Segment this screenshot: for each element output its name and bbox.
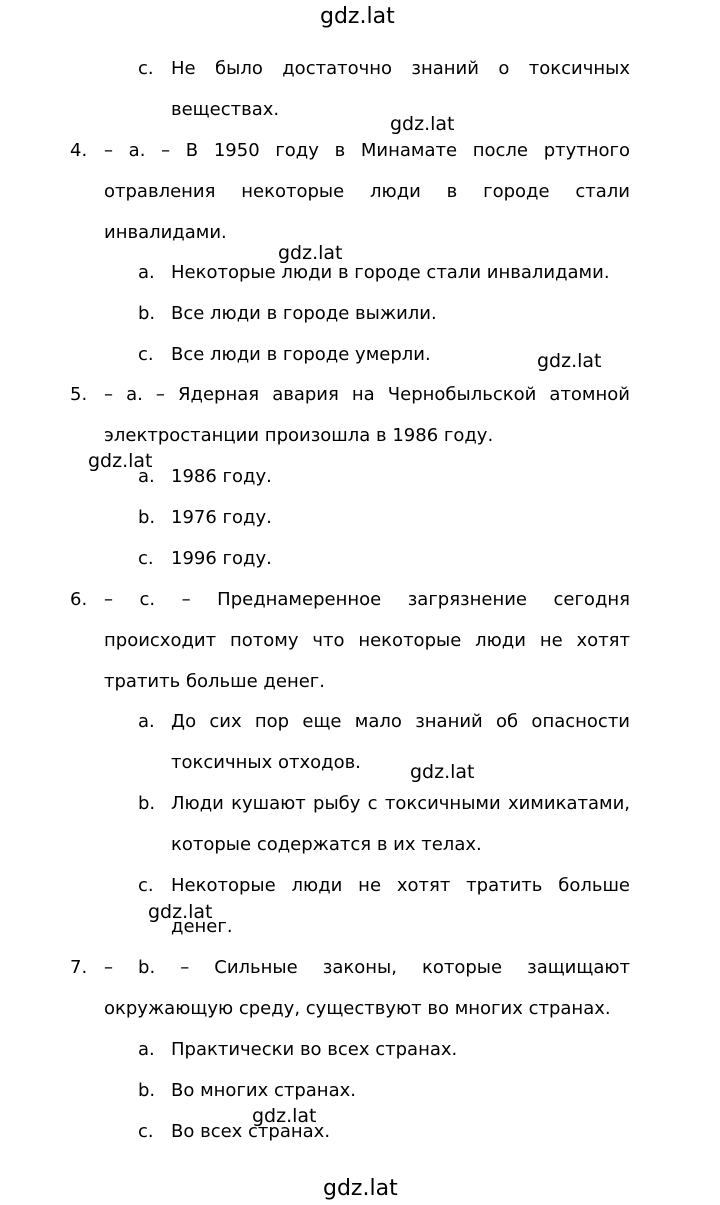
item-number: 4. xyxy=(70,140,88,161)
option-text: которые содержатся в их телах. xyxy=(171,834,482,855)
option-text: 1986 году. xyxy=(171,466,272,487)
option-text: Некоторые люди в городе стали инвалидами. xyxy=(171,262,610,283)
option-letter: b. xyxy=(138,793,156,814)
option-letter: c. xyxy=(138,1121,154,1142)
option-text: До сих пор еще мало знаний об опасности xyxy=(171,711,630,732)
watermark: gdz.lat xyxy=(323,1176,398,1201)
item-number: 5. xyxy=(70,384,88,405)
watermark: gdz.lat xyxy=(390,113,455,135)
option-letter: a. xyxy=(138,466,155,487)
option-letter: c. xyxy=(138,875,154,896)
item-text: электростанции произошла в 1986 году. xyxy=(104,425,494,446)
item-number: 7. xyxy=(70,957,88,978)
item-text: происходит потому что некоторые люди не хотят xyxy=(104,630,630,651)
option-text: токсичных отходов. xyxy=(171,752,361,773)
watermark: gdz.lat xyxy=(252,1105,317,1127)
option-letter: b. xyxy=(138,507,156,528)
option-letter: c. xyxy=(138,344,154,365)
option-letter: a. xyxy=(138,262,155,283)
option-text: Все люди в городе выжили. xyxy=(171,303,437,324)
option-text: Во всех странах. xyxy=(171,1121,331,1142)
option-letter: b. xyxy=(138,1080,156,1101)
option-text: 1996 году. xyxy=(171,548,272,569)
item-text: тратить больше денег. xyxy=(104,671,325,692)
option-letter: c. xyxy=(138,58,154,79)
option-text: Практически во всех странах. xyxy=(171,1039,458,1060)
item-text: – a. – В 1950 году в Минамате после ртутного xyxy=(104,140,630,161)
watermark: gdz.lat xyxy=(320,4,395,29)
item-number: 6. xyxy=(70,589,88,610)
option-text: Все люди в городе умерли. xyxy=(171,344,431,365)
item-text: отравления некоторые люди в городе стали xyxy=(104,181,630,202)
option-text: Некоторые люди не хотят тратить больше xyxy=(171,875,630,896)
item-text: – b. – Сильные законы, которые защищают xyxy=(104,957,630,978)
watermark: gdz.lat xyxy=(537,350,602,372)
watermark: gdz.lat xyxy=(88,450,153,472)
option-letter: a. xyxy=(138,711,155,732)
option-letter: c. xyxy=(138,548,154,569)
item-text: – c. – Преднамеренное загрязнение сегодня xyxy=(104,589,630,610)
option-text: Не было достаточно знаний о токсичных xyxy=(171,58,630,79)
option-text: денег. xyxy=(171,916,233,937)
option-text: веществах. xyxy=(171,99,280,120)
watermark: gdz.lat xyxy=(148,901,213,923)
option-letter: a. xyxy=(138,1039,155,1060)
item-text: инвалидами. xyxy=(104,222,227,243)
watermark: gdz.lat xyxy=(278,242,343,264)
option-letter: b. xyxy=(138,303,156,324)
option-text: Во многих странах. xyxy=(171,1080,356,1101)
item-text: окружающую среду, существуют во многих странах. xyxy=(104,998,611,1019)
option-text: Люди кушают рыбу с токсичными химикатами, xyxy=(171,793,630,814)
option-text: 1976 году. xyxy=(171,507,272,528)
item-text: – a. – Ядерная авария на Чернобыльской атомной xyxy=(104,384,630,405)
watermark: gdz.lat xyxy=(410,761,475,783)
